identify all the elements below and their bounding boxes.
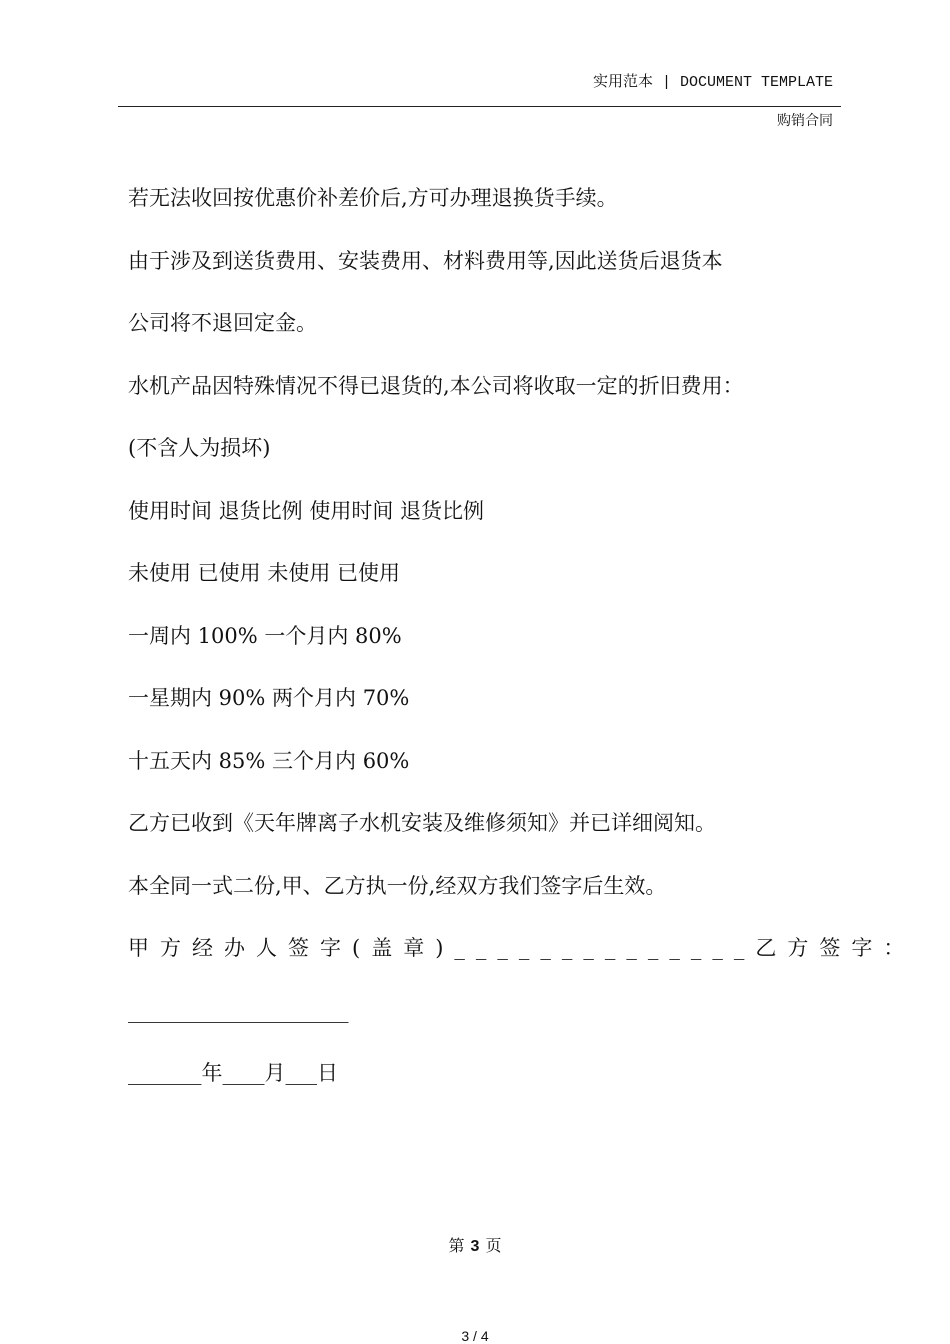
paragraph-line: 水机产品因特殊情况不得已退货的,本公司将收取一定的折旧费用： <box>128 373 744 398</box>
contract-body <box>128 180 916 1118</box>
signature-row <box>128 930 916 993</box>
refund-table-row: 一星期内 90% 两个月内 70% <box>128 686 410 710</box>
paragraph-line: (不含人为损坏) <box>128 436 271 460</box>
document-category: 购销合同 <box>777 113 833 129</box>
paragraph-line: 若无法收回按优惠价补差价后,方可办理退换货手续。 <box>128 186 618 210</box>
paragraph-line: 本全同一式二份,甲、乙方执一份,经双方我们签字后生效。 <box>128 873 667 898</box>
paragraph-line: 公司将不退回定金。 <box>128 311 317 335</box>
party-a-signature: 甲方经办人签字(盖章)______________ <box>128 936 756 960</box>
refund-table-row: 十五天内 85% 三个月内 60% <box>128 748 410 773</box>
page-number <box>0 1233 950 1256</box>
page-suffix: 页 <box>485 1236 502 1255</box>
refund-table-header: 使用时间 退货比例 使用时间 退货比例 <box>128 498 485 523</box>
page-number-value: 3 <box>470 1238 480 1255</box>
page-prefix: 第 <box>448 1236 465 1255</box>
paragraph-line: 乙方已收到《天年牌离子水机安装及维修须知》并已详细阅知。 <box>128 811 716 835</box>
header-divider <box>118 106 841 107</box>
page-count: 3 / 4 <box>461 1328 489 1344</box>
refund-table-row: 一周内 100% 一个月内 80% <box>128 623 402 648</box>
refund-table-row: 未使用 已使用 未使用 已使用 <box>128 561 401 585</box>
date-line: _______年____月___日 <box>128 1061 338 1085</box>
header-title: 实用范本 | DOCUMENT TEMPLATE <box>592 74 833 91</box>
signature-blank: _____________________ <box>128 998 349 1023</box>
paragraph-line: 由于涉及到送货费用、安装费用、材料费用等,因此送货后退货本 <box>128 248 723 273</box>
party-b-signature: 乙方签字： <box>755 936 916 960</box>
